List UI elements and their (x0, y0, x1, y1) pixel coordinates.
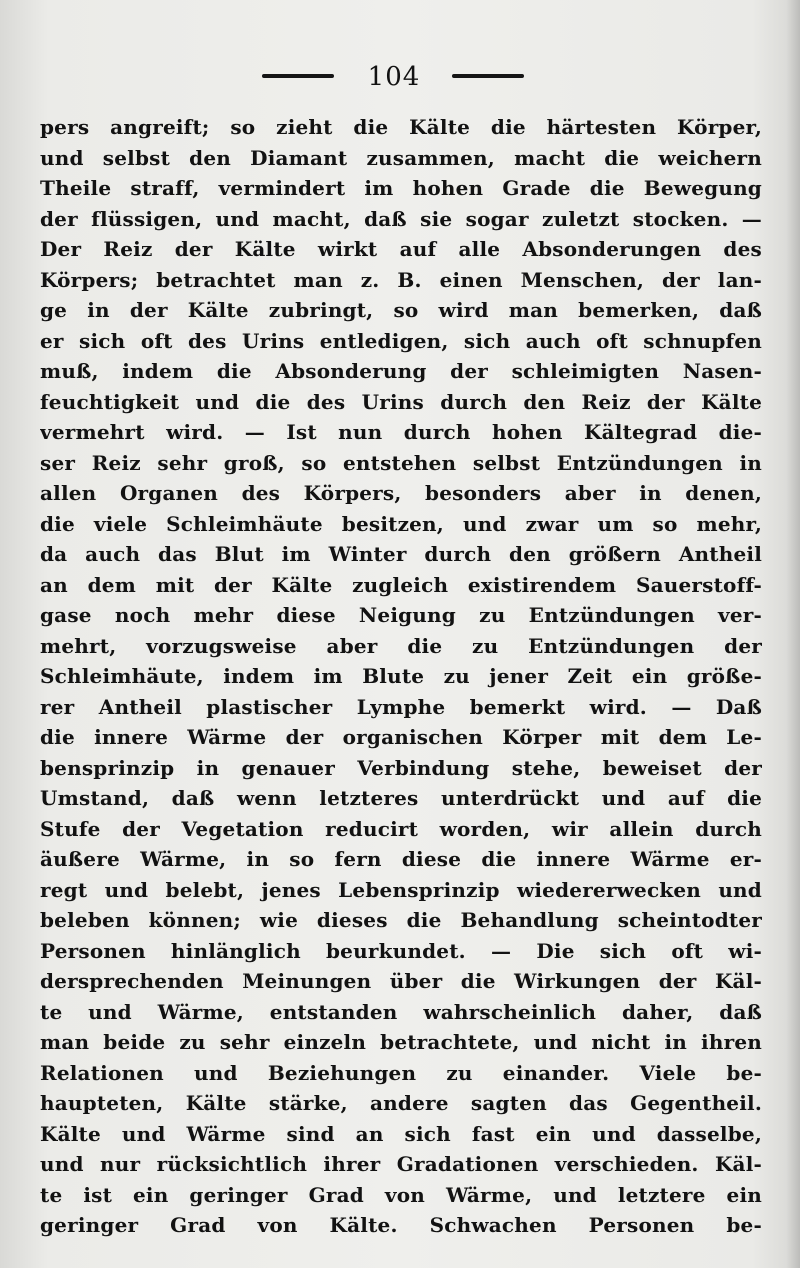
text-line: da auch das Blut im Winter durch den größern Antheil (40, 542, 762, 566)
text-line: allen Organen des Körpers, besonders aber in denen, (40, 481, 762, 505)
text-line: an dem mit der Kälte zugleich existirendem Sauerstoff- (40, 572, 762, 597)
text-line: man beide zu sehr einzeln betrachtete, und nicht in ihren (40, 1030, 762, 1054)
page-number: 104 (367, 62, 421, 92)
header-rule-left (262, 74, 334, 78)
text-line: Personen hinlänglich beurkundet. — Die sich oft wi- (40, 938, 762, 963)
page-edge-shadow (786, 0, 800, 1268)
text-line: er sich oft des Urins entledigen, sich auch oft schnupfen (40, 328, 762, 353)
text-line: die innere Wärme der organischen Körper mit dem Le- (40, 725, 762, 749)
body-text (40, 112, 762, 1241)
text-line: ser Reiz sehr groß, so entstehen selbst Entzündungen in (40, 450, 762, 475)
text-line: Schleimhäute, indem im Blute zu jener Zeit ein größe- (40, 664, 762, 688)
text-line: rer Antheil plastischer Lymphe bemerkt wird. — Daß (40, 694, 762, 719)
page-header (0, 62, 800, 92)
text-line: gase noch mehr diese Neigung zu Entzündungen ver- (40, 603, 762, 627)
text-line: Stufe der Vegetation reducirt worden, wir allein durch (40, 816, 762, 841)
text-line: ge in der Kälte zubringt, so wird man bemerken, daß (40, 298, 762, 322)
text-line: der flüssigen, und macht, daß sie sogar zuletzt stocken. — (40, 206, 762, 231)
text-line: Körpers; betrachtet man z. B. einen Menschen, der lan- (40, 267, 762, 292)
text-line: feuchtigkeit und die des Urins durch den Reiz der Kälte (40, 389, 762, 414)
text-line: Umstand, daß wenn letzteres unterdrückt und auf die (40, 786, 762, 810)
text-line: haupteten, Kälte stärke, andere sagten das Gegentheil. (40, 1091, 762, 1115)
text-line: die viele Schleimhäute besitzen, und zwar um so mehr, (40, 511, 762, 536)
text-line: geringer Grad von Kälte. Schwachen Personen be- (40, 1213, 762, 1237)
text-line: vermehrt wird. — Ist nun durch hohen Kältegrad die- (40, 420, 762, 444)
text-line: dersprechenden Meinungen über die Wirkungen der Käl- (40, 969, 762, 993)
header-rule-right (452, 74, 524, 78)
text-line: Der Reiz der Kälte wirkt auf alle Absonderungen des (40, 237, 762, 261)
text-line: Theile straff, vermindert im hohen Grade die Bewegung (40, 176, 762, 200)
text-line: te und Wärme, entstanden wahrscheinlich daher, daß (40, 999, 762, 1024)
text-line: und selbst den Diamant zusammen, macht die weichern (40, 145, 762, 170)
text-line: Relationen und Beziehungen zu einander. Viele be- (40, 1060, 762, 1085)
text-line: äußere Wärme, in so fern diese die innere Wärme er- (40, 847, 762, 871)
text-line: und nur rücksichtlich ihrer Gradationen verschieden. Käl- (40, 1152, 762, 1176)
text-line: bensprinzip in genauer Verbindung stehe, beweiset der (40, 755, 762, 780)
text-line: muß, indem die Absonderung der schleimigten Nasen- (40, 359, 762, 383)
text-line: mehrt, vorzugsweise aber die zu Entzündungen der (40, 633, 762, 658)
text-line: regt und belebt, jenes Lebensprinzip wiedererwecken und (40, 877, 762, 902)
text-line: pers angreift; so zieht die Kälte die härtesten Körper, (40, 115, 762, 139)
text-line: Kälte und Wärme sind an sich fast ein und dasselbe, (40, 1121, 762, 1146)
text-line: te ist ein geringer Grad von Wärme, und letztere ein (40, 1182, 762, 1207)
text-line: beleben können; wie dieses die Behandlung scheintodter (40, 908, 762, 932)
